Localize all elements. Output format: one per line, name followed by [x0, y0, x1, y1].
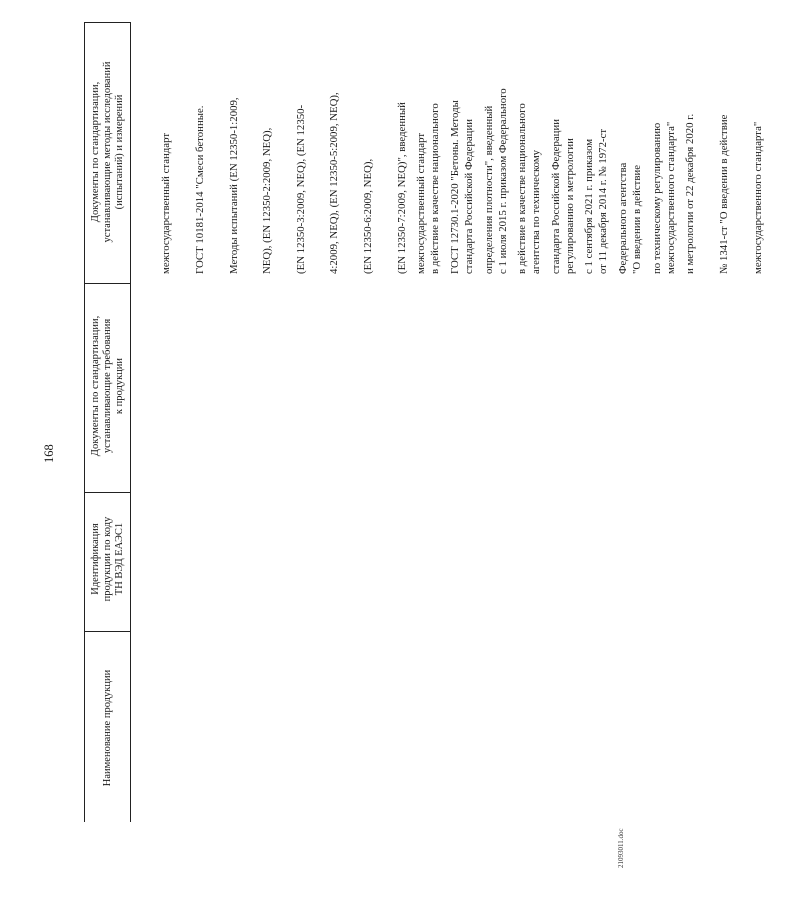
footer-file-code: 21093011.doc	[617, 828, 625, 868]
methods-entry-2: межгосударственный стандарт ГОСТ 12730.1-2020 "Бетоны. Методы определения плотности", введенный в действие в качестве национального стандарта Российской Федерации с 1 сентября 2021 г. приказом Федерального агентства по техническому регулированию и метрологии от 22 декабря 2020 г. № 1341-ст "О введении в действие межгосударственного стандарта"	[415, 100, 764, 274]
methods-entry-1: межгосударственный стандарт ГОСТ 10181-2014 "Смеси бетонные. Методы испытаний (EN 12350-1:2009, NEQ), (EN 12350-2:2009, NEQ), (EN 12350-3:2009, NEQ), (EN 12350- 4:2009, NEQ), (EN 12350-5:2009, NEQ), (EN 12350-6:2009, NEQ), (EN 12350-7:2009, NEQ)", введенный в действие в качестве национального стандарта Российской Федерации с 1 июля 2015 г. приказом Федерального агентства по техническому регулированию и метрологии от 11 декабря 2014 г. № 1972-ст "О введении в действие межгосударственного стандарта"	[160, 88, 677, 274]
column-divider-3	[84, 631, 130, 632]
header-product-name: Наименование продукции	[102, 669, 113, 787]
page-number: 168	[42, 444, 56, 463]
column-divider-1	[84, 283, 130, 284]
header-requirements: Документы по стандартизации, устанавливающие требования к продукции	[90, 315, 125, 457]
header-identification: Идентификация продукции по коду ТН ВЭД ЕАЭС1	[90, 516, 125, 602]
table-border-top	[84, 22, 130, 23]
table-border-left	[84, 22, 85, 822]
header-separator	[130, 22, 131, 822]
header-methods: Документы по стандартизации, устанавливающие методы исследований (испытаний) и измерений	[90, 61, 125, 243]
